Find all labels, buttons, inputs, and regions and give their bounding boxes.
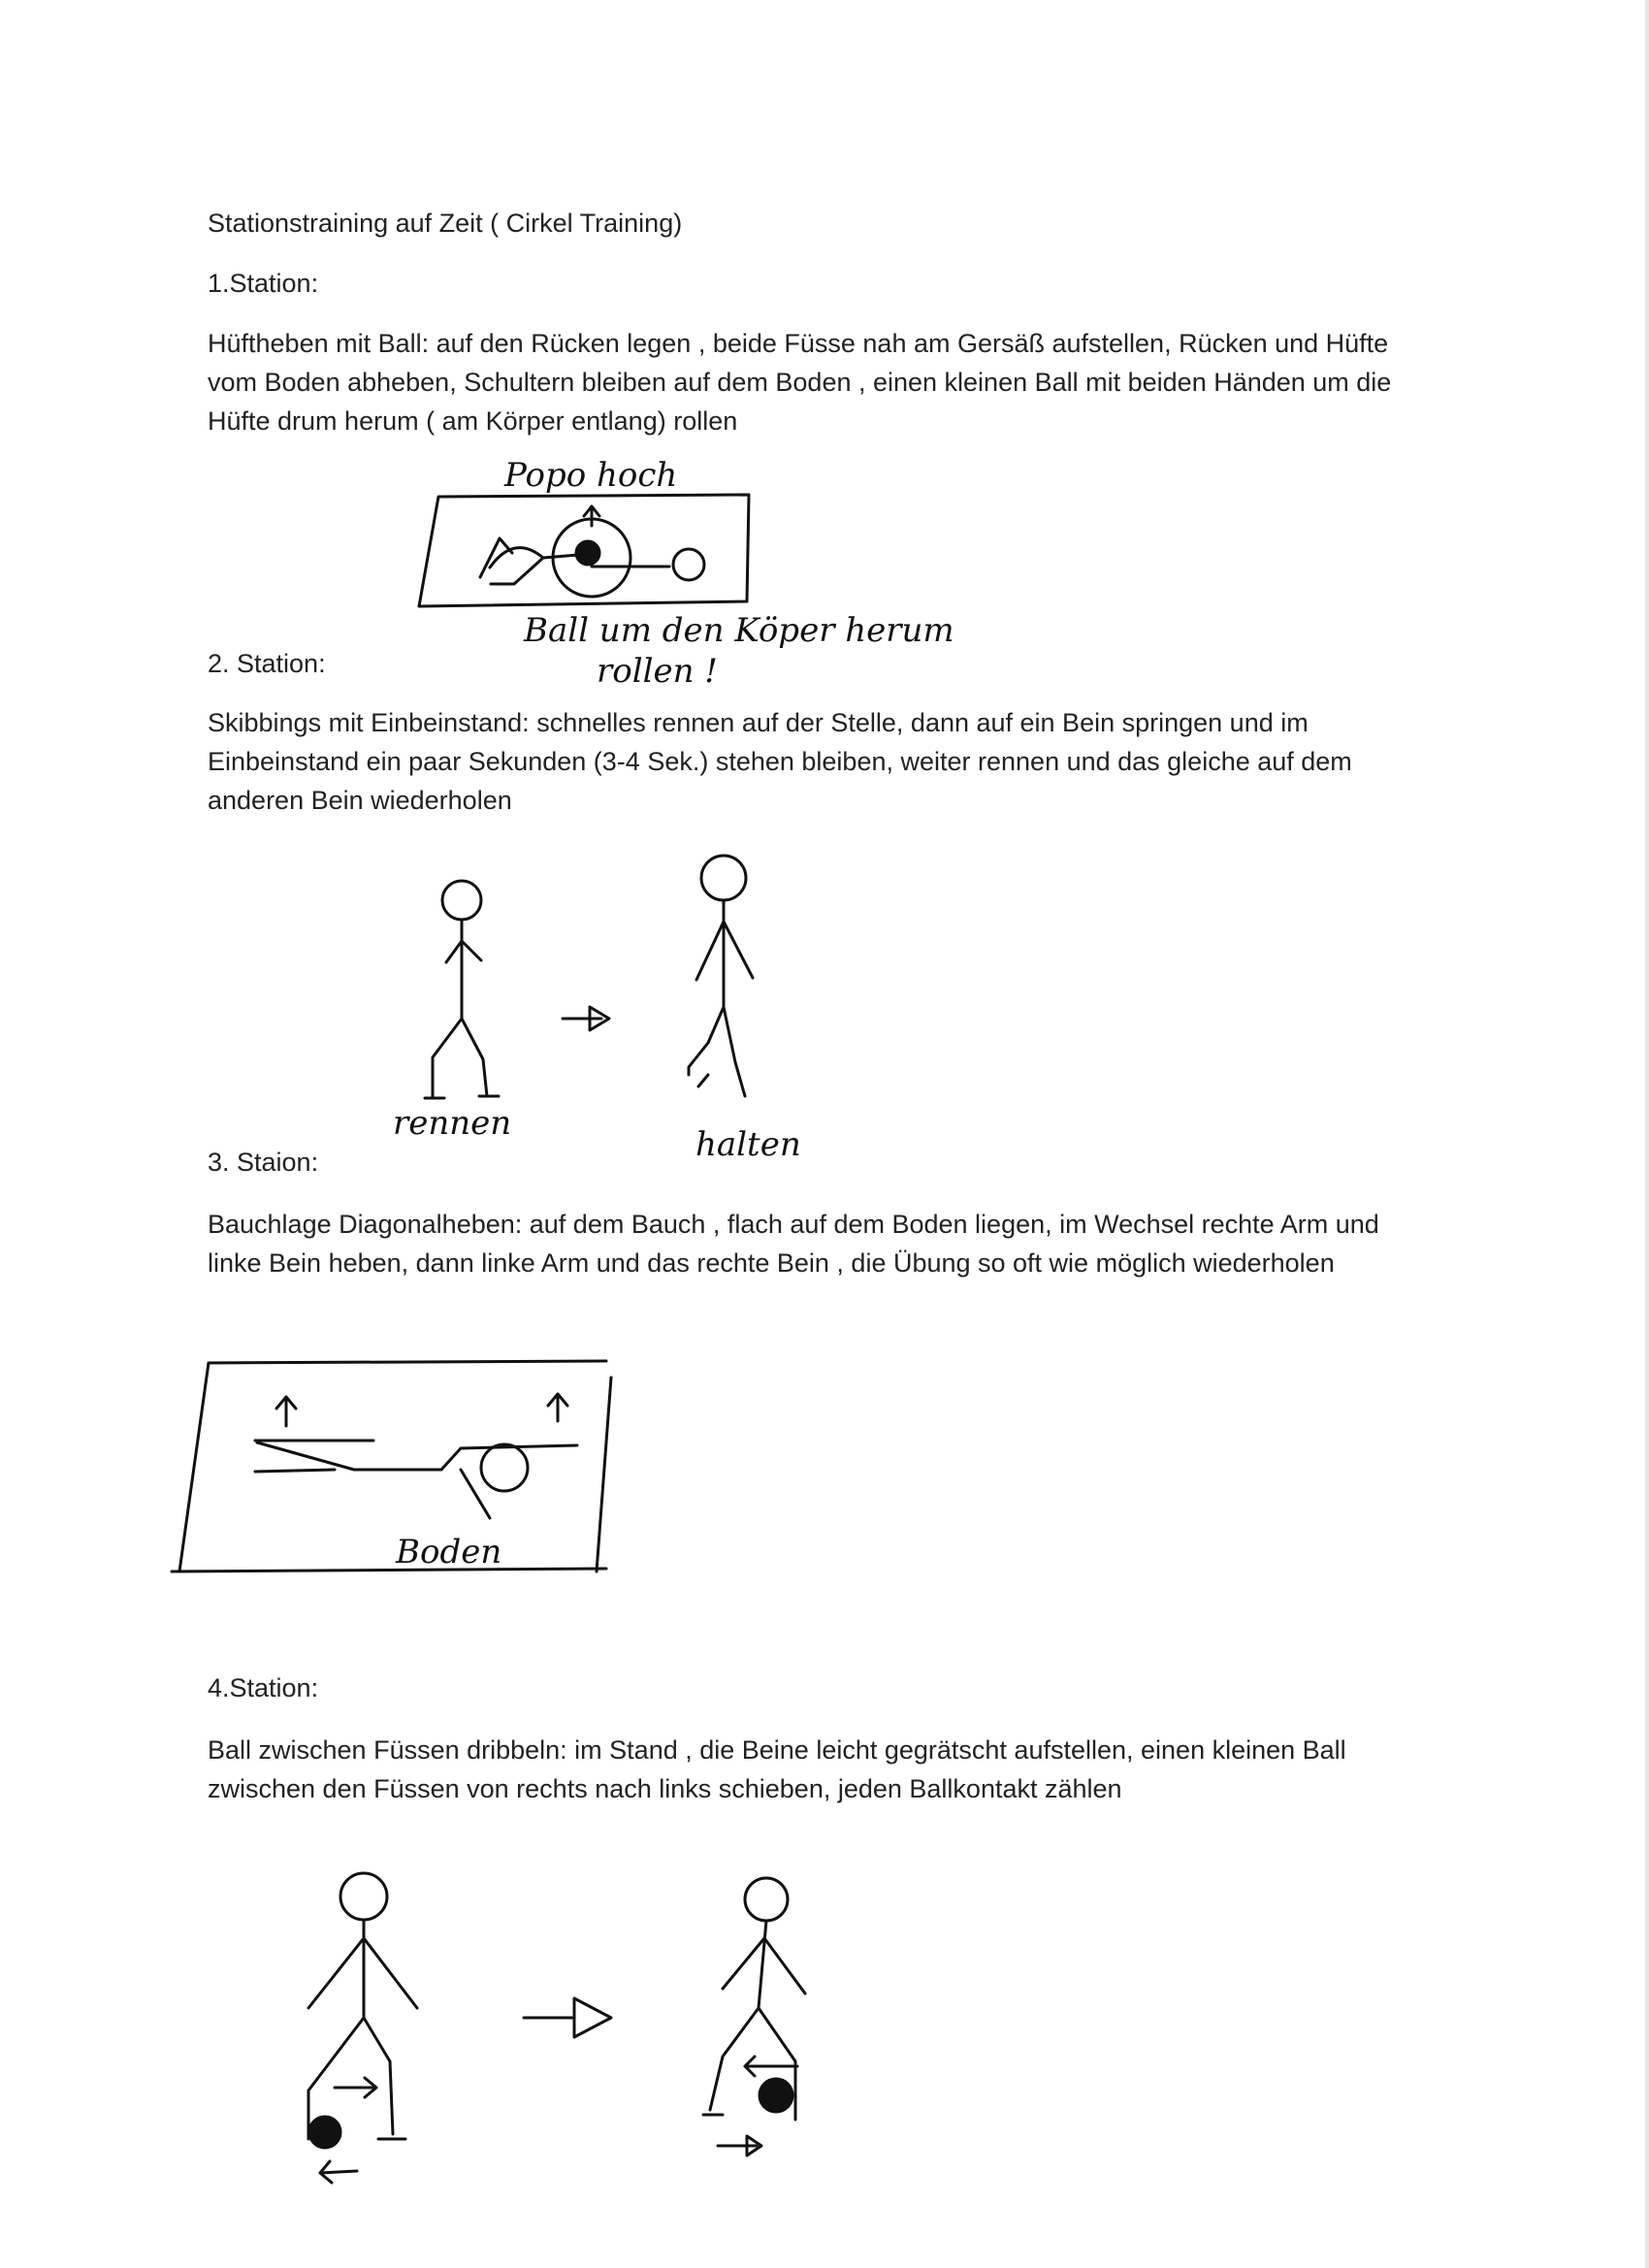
station-1-description: Hüftheben mit Ball: auf den Rücken legen , beide Füsse nah am Gersäß aufstellen, Rücken und Hüfte vom Boden abheben, Schultern bleiben auf dem Boden , einen kleinen Ball mit beiden Händen um die Hüfte drum herum ( am Körper entlang) rollen bbox=[208, 329, 1392, 436]
station-1-label-bottom-2: rollen ! bbox=[597, 652, 718, 691]
page-title: Stationstraining auf Zeit ( Cirkel Training) bbox=[208, 209, 683, 238]
station-4-description: Ball zwischen Füssen dribbeln: im Stand , die Beine leicht gegrätscht aufstellen, einen kleinen Ball zwischen den Füssen von rechts nach links schieben, jeden Ballkontakt zählen bbox=[208, 1735, 1346, 1803]
station-1-label-bottom-1: Ball um den Köper herum bbox=[524, 611, 954, 650]
station-2-heading: 2. Station: bbox=[208, 649, 326, 678]
station-4-heading: 4.Station: bbox=[208, 1673, 319, 1702]
station-2-description: Skibbings mit Einbeinstand: schnelles rennen auf der Stelle, dann auf ein Bein springen und im Einbeinstand ein paar Sekunden (3-4 Sek.) stehen bleiben, weiter rennen und das gleiche auf dem anderen Bein wiederholen bbox=[208, 708, 1352, 815]
station-1-label-top: Popo hoch bbox=[504, 456, 678, 495]
station-3-label-bottom: Boden bbox=[396, 1533, 502, 1571]
station-3-heading: 3. Staion: bbox=[208, 1148, 319, 1177]
scan-edge bbox=[1645, 0, 1649, 2268]
station-2-label-left: rennen bbox=[393, 1104, 512, 1143]
station-4-sketch bbox=[291, 1872, 834, 2192]
station-2-sketch bbox=[407, 854, 815, 1106]
station-3-description: Bauchlage Diagonalheben: auf dem Bauch , flach auf dem Boden liegen, im Wechsel rechte Arm und linke Bein heben, dann linke Arm und das rechte Bein , die Übung so oft wie möglich wiederholen bbox=[208, 1210, 1379, 1278]
station-2-label-right: halten bbox=[695, 1125, 801, 1164]
station-1-heading: 1.Station: bbox=[208, 269, 319, 298]
